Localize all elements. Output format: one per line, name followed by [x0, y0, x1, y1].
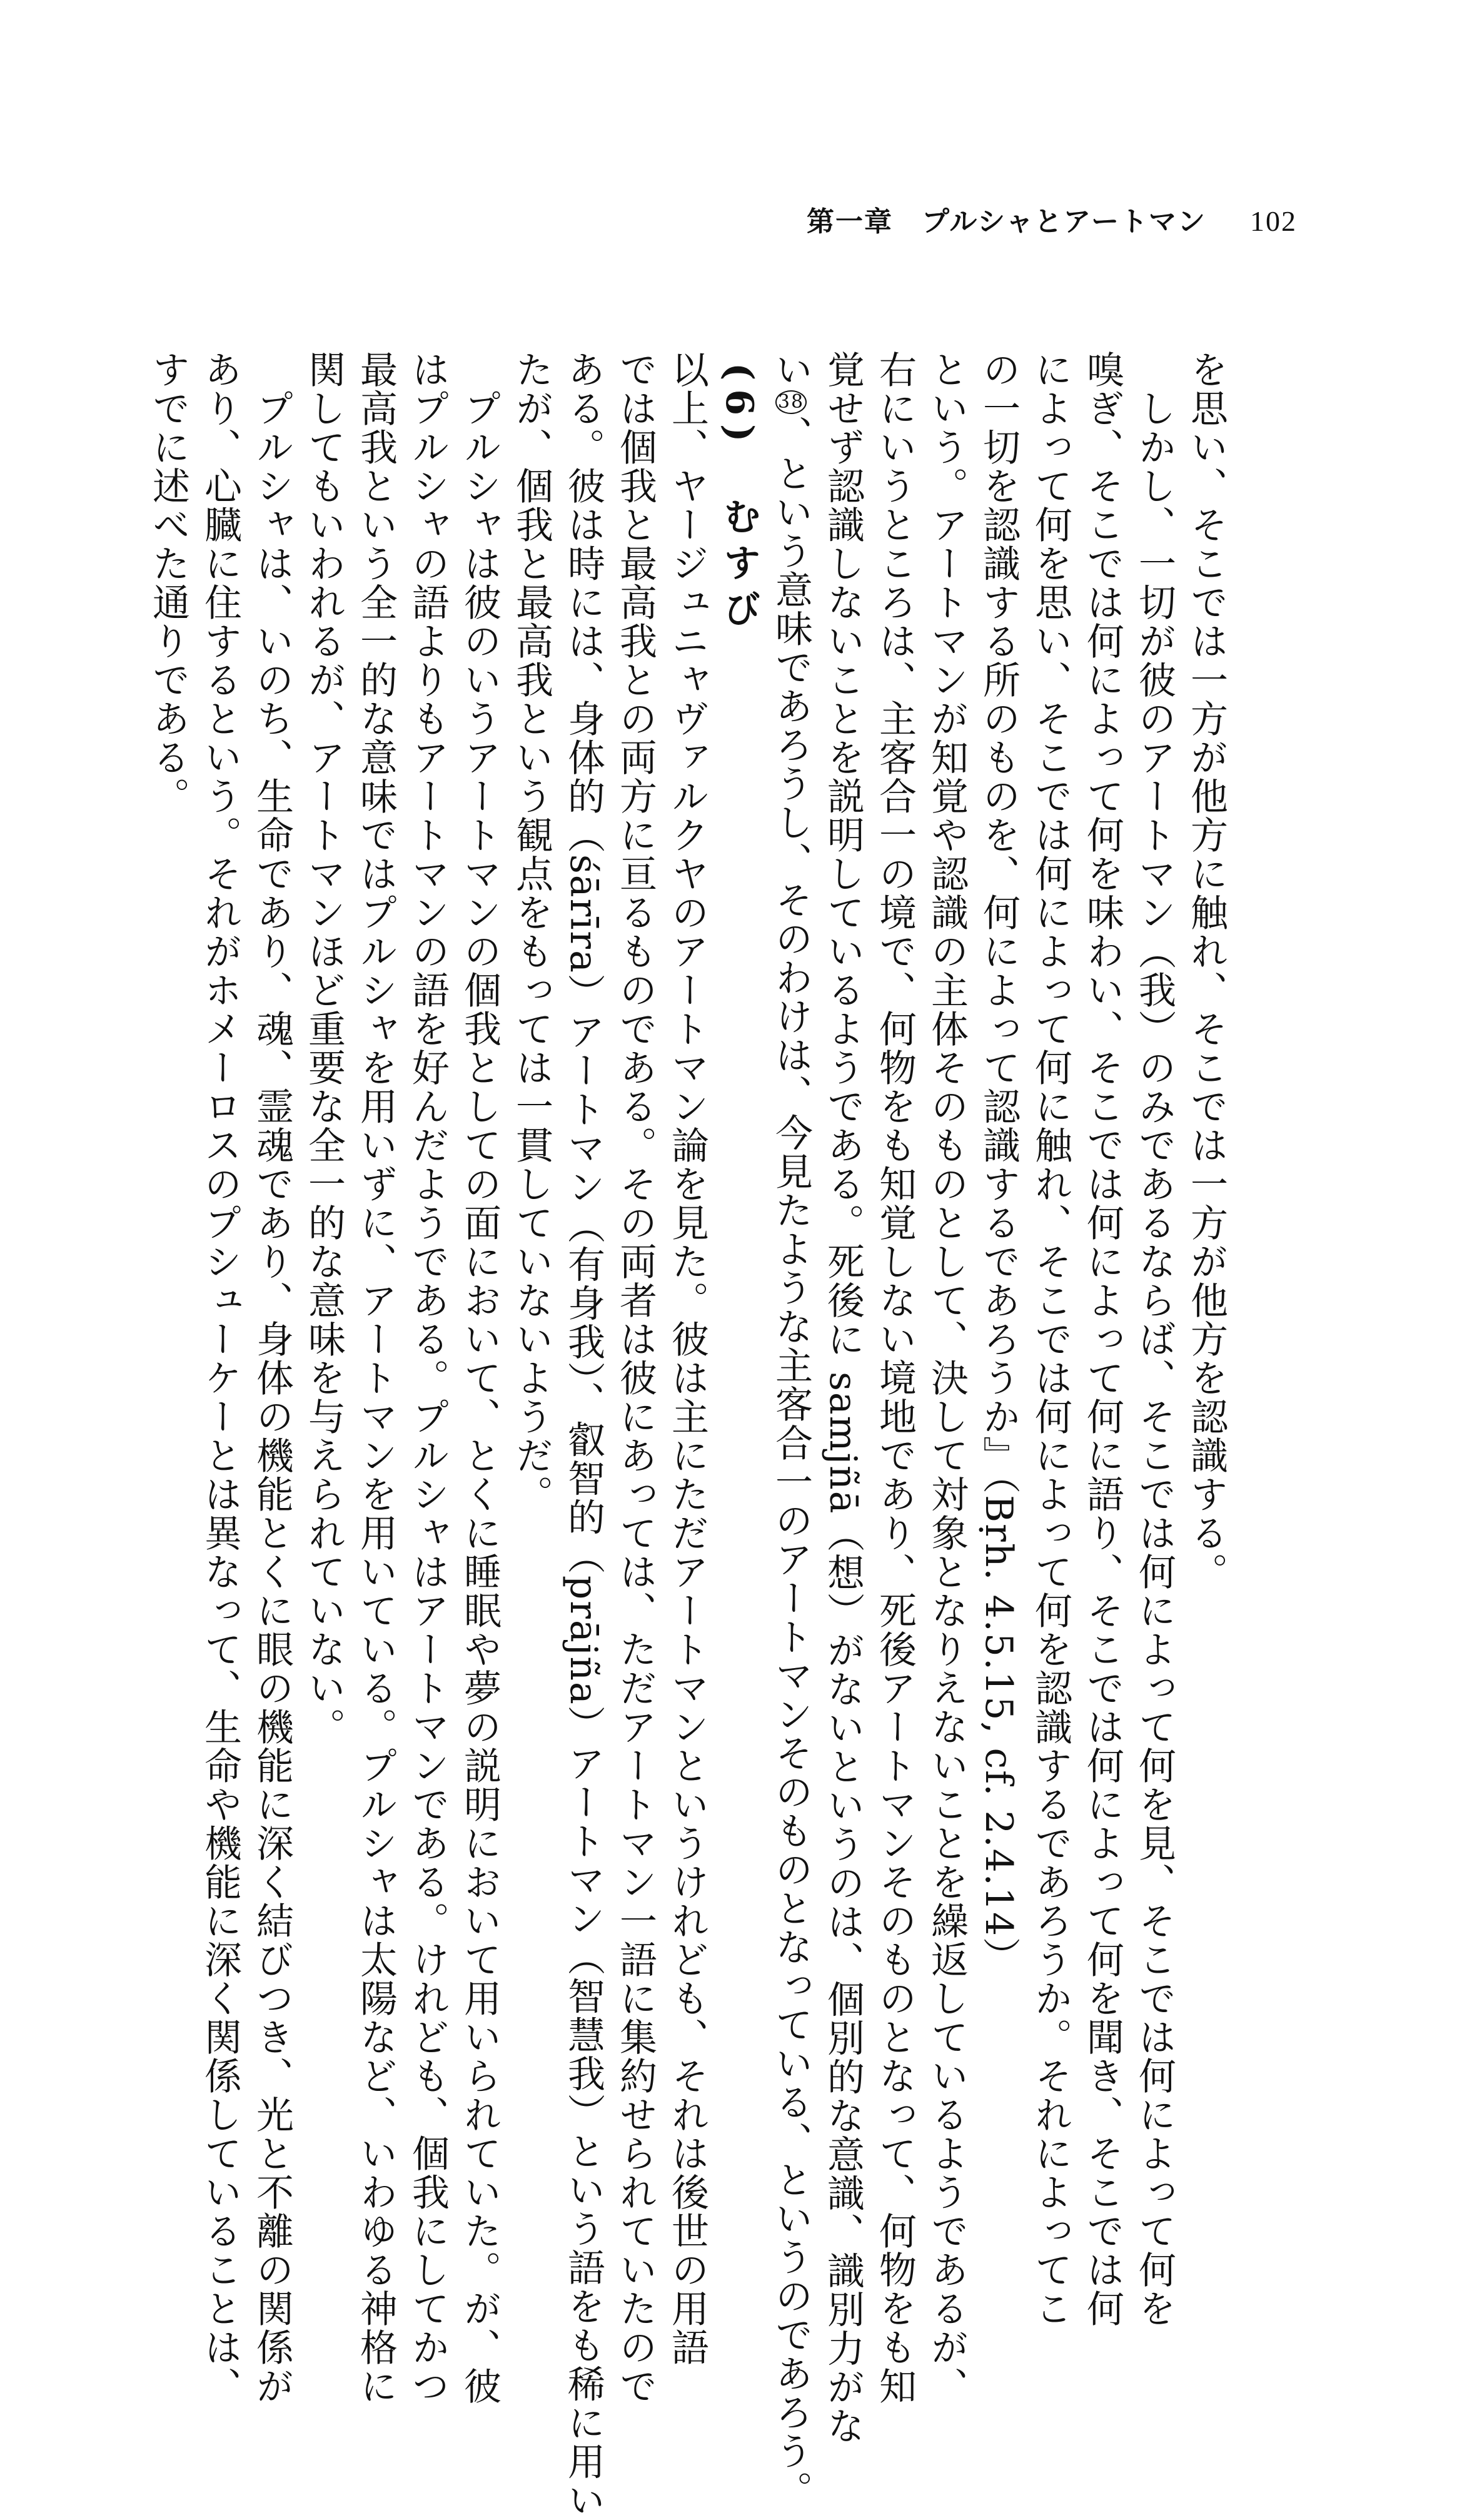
text-fragment: い	[769, 350, 813, 389]
text-line: ある。彼は時には、身体的（śārīra）アートマン（有身我）、叡智的（prājña）アートマン（智慧我）という語をも稀に用い	[562, 350, 605, 2520]
text-line	[765, 350, 817, 2509]
text-line: 嗅ぎ、そこでは何によって何を味わい、そこでは何によって何に語り、そこでは何によって何を聞き、そこでは何	[1081, 350, 1124, 2328]
text-line: という。アートマンが知覚や認識の主体そのものとして、決して対象となりえないことを繰返しているようであるが、	[925, 350, 969, 2406]
text-line: すでに述べた通りである。	[146, 350, 190, 816]
text-line: 以上、ヤージュニャヴァルクヤのアートマン論を見た。彼は主にただアートマンというけれども、それは後世の用語	[665, 350, 709, 2367]
text-line: 右にいうところは、主客合一の境で、何物をも知覚しない境地であり、死後アートマンそのものとなって、何物をも知	[873, 350, 917, 2406]
quote-paragraph-start: しかし、一切が彼のアートマン（我）のみであるならば、そこでは何によって何を見、そこでは何によって何を	[1132, 389, 1176, 2328]
text-line: たが、個我と最高我という観点をもっては一貫していないようだ。	[510, 350, 553, 1514]
text-line: によって何を思い、そこでは何によって何に触れ、そこでは何によって何を認識するであろうか。それによってこ	[1029, 350, 1072, 2328]
text-line-citation: の一切を認識する所のものを、何によって認識するであろうか』（Bṛh. 4.5.15, cf. 2.4.14）	[977, 350, 1021, 1976]
text-line: を思い、そこでは一方が他方に触れ、そこでは一方が他方を認識する。	[1184, 350, 1228, 1591]
running-header	[807, 199, 1297, 239]
footnote-marker[interactable]: 38	[775, 390, 807, 414]
page-number: 102	[1249, 205, 1297, 237]
chapter-title: 第一章 プルシャとアートマン	[807, 206, 1206, 238]
text-line: はプルシャの語よりもアートマンの語を好んだようである。プルシャはアートマンである。けれども、個我にしてかつ	[406, 350, 450, 2406]
text-line: 最高我という全一的な意味ではプルシャを用いずに、アートマンを用いている。プルシャは太陽など、いわゆる神格に	[354, 350, 398, 2406]
text-line: 覚せず認識しないことを説明しているようである。死後に samjñā（想）がないというのは、個別的な意識、識別力がな	[821, 350, 865, 2446]
text-line: あり、心臓に住するという。それがホメーロスのプシューケーとは異なって、生命や機能に深く関係していることは、	[198, 350, 242, 2406]
text-line: 関してもいわれるが、アートマンほど重要な全一的な意味を与えられていない。	[302, 350, 346, 1746]
section-heading: (6) むすび	[717, 363, 761, 636]
vertical-text-body	[106, 350, 1232, 2520]
paragraph-start: プルシャは彼のいうアートマンの個我としての面において、とくに睡眠や夢の説明において用いられていた。が、彼	[458, 389, 502, 2406]
paragraph-start: プルシャは、いのち、生命であり、魂、霊魂であり、身体の機能とくに眼の機能に深く結びつき、光と不離の関係が	[250, 389, 294, 2406]
text-fragment: 、という意味であろうし、そのわけは、今見たような主客合一のアートマンそのものとなっている、というのであろう。	[769, 415, 813, 2509]
text-line: では個我と最高我との両方に亘るものである。その両者は彼にあっては、ただアートマン一語に集約せられていたので	[613, 350, 657, 2406]
